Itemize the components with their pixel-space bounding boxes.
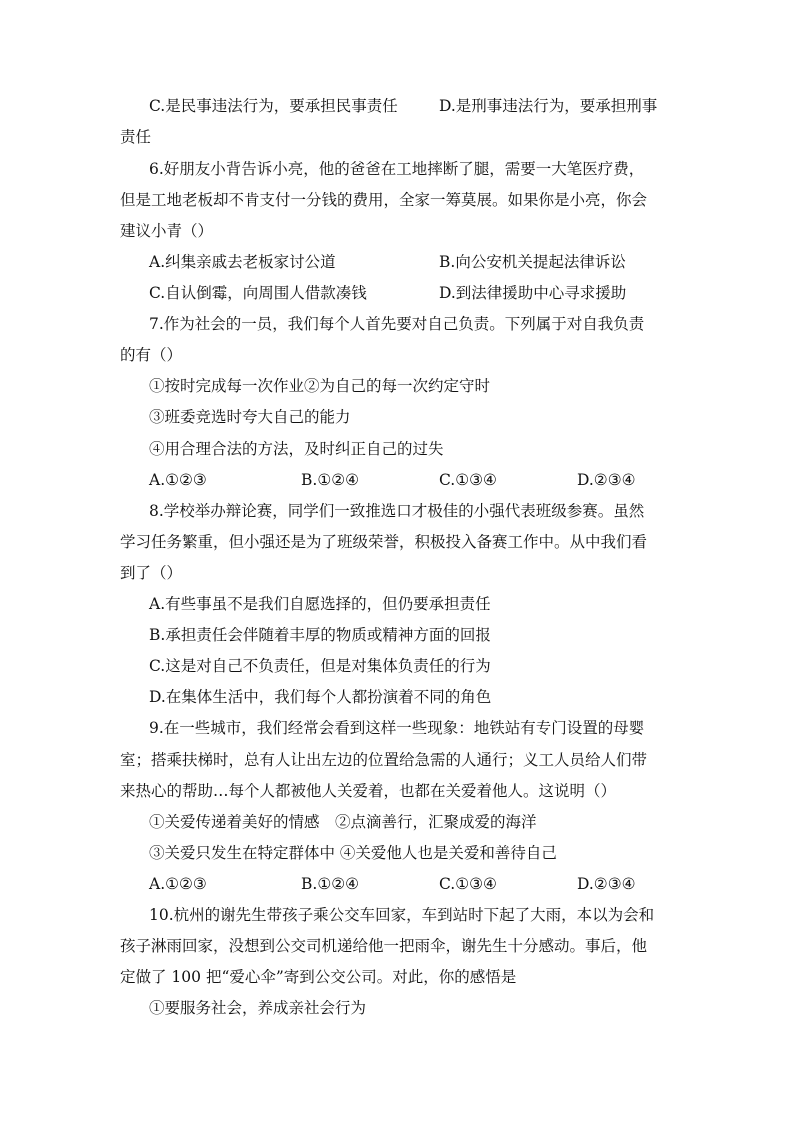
q9-item-1: ①关爱传递着美好的情感 ②点滴善行，汇聚成爱的海洋 [149,813,537,831]
q7-item-2: ③班委竞选时夸大自己的能力 [149,408,351,426]
q10-stem-line-2: 孩子淋雨回家，没想到公交司机递给他一把雨伞，谢先生十分感动。事后，他 [120,937,648,955]
q7-option-d: D.②③④ [577,471,636,489]
q6-stem-line-2: 但是工地老板却不肯支付一分钱的费用，全家一筹莫展。如果你是小亮，你会 [120,191,648,209]
q6-option-c: C.自认倒霉，向周围人借款凑钱 [149,284,367,302]
q8-option-a: A.有些事虽不是我们自愿选择的，但仍要承担责任 [149,595,491,613]
q7-item-3: ④用合理合法的方法，及时纠正自己的过失 [149,440,444,458]
q5-option-d: D.是刑事违法行为，要承担刑事 [439,97,658,115]
q10-item-1: ①要服务社会，养成亲社会行为 [149,999,367,1017]
q6-options-row-1 [0,252,794,272]
q7-stem-line-2: 的有（） [120,346,183,364]
q8-stem-line-1: 8.学校举办辩论赛，同学们一致推选口才极佳的小强代表班级参赛。虽然 [149,502,645,520]
q6-option-b: B.向公安机关提起法律诉讼 [439,253,626,271]
q8-stem-line-2: 学习任务繁重，但小强还是为了班级荣誉，积极投入备赛工作中。从中我们看 [120,533,648,551]
q8-stem-line-3: 到了（） [120,564,183,582]
q8-option-b: B.承担责任会伴随着丰厚的物质或精神方面的回报 [149,626,491,644]
q9-item-2: ③关爱只发生在特定群体中 ④关爱他人也是关爱和善待自己 [149,844,557,862]
q6-option-d: D.到法律援助中心寻求援助 [439,284,627,302]
q7-option-b: B.①②④ [301,471,360,489]
q9-stem-line-3: 来热心的帮助…每个人都被他人关爱着，也都在关爱着他人。这说明（） [120,782,617,800]
q8-option-d: D.在集体生活中，我们每个人都扮演着不同的角色 [149,688,492,706]
q6-options-row-2 [0,283,794,303]
q6-option-a: A.纠集亲戚去老板家讨公道 [149,253,336,271]
q9-option-a: A.①②③ [149,875,207,893]
q7-item-1: ①按时完成每一次作业②为自己的每一次约定守时 [149,377,491,395]
q7-option-a: A.①②③ [149,471,207,489]
q9-option-c: C.①③④ [439,875,497,893]
q9-options-row [0,874,794,894]
q10-stem-line-3: 定做了 100 把“爱心伞”寄到公交公司。对此，你的感悟是 [120,968,517,986]
q9-stem-line-2: 室；搭乘扶梯时，总有人让出左边的位置给急需的人通行；义工人员给人们带 [120,751,648,769]
q7-option-c: C.①③④ [439,471,497,489]
q9-option-b: B.①②④ [301,875,360,893]
q9-option-d: D.②③④ [577,875,636,893]
q6-stem-line-3: 建议小青（） [120,222,214,240]
q7-options-row [0,470,794,490]
q10-stem-line-1: 10.杭州的谢先生带孩子乘公交车回家，车到站时下起了大雨，本以为会和 [149,906,655,924]
q5-option-d-continued: 责任 [120,128,152,146]
q8-option-c: C.这是对自己不负责任，但是对集体负责任的行为 [149,657,491,675]
q5-option-c: C.是民事违法行为，要承担民事责任 [149,97,398,115]
q5-options-row [0,96,794,116]
q7-stem-line-1: 7.作为社会的一员，我们每个人首先要对自己负责。下列属于对自我负责 [149,315,645,333]
q9-stem-line-1: 9.在一些城市，我们经常会看到这样一些现象：地铁站有专门设置的母婴 [149,719,645,737]
q6-stem-line-1: 6.好朋友小背告诉小亮，他的爸爸在工地摔断了腿，需要一大笔医疗费， [149,160,645,178]
